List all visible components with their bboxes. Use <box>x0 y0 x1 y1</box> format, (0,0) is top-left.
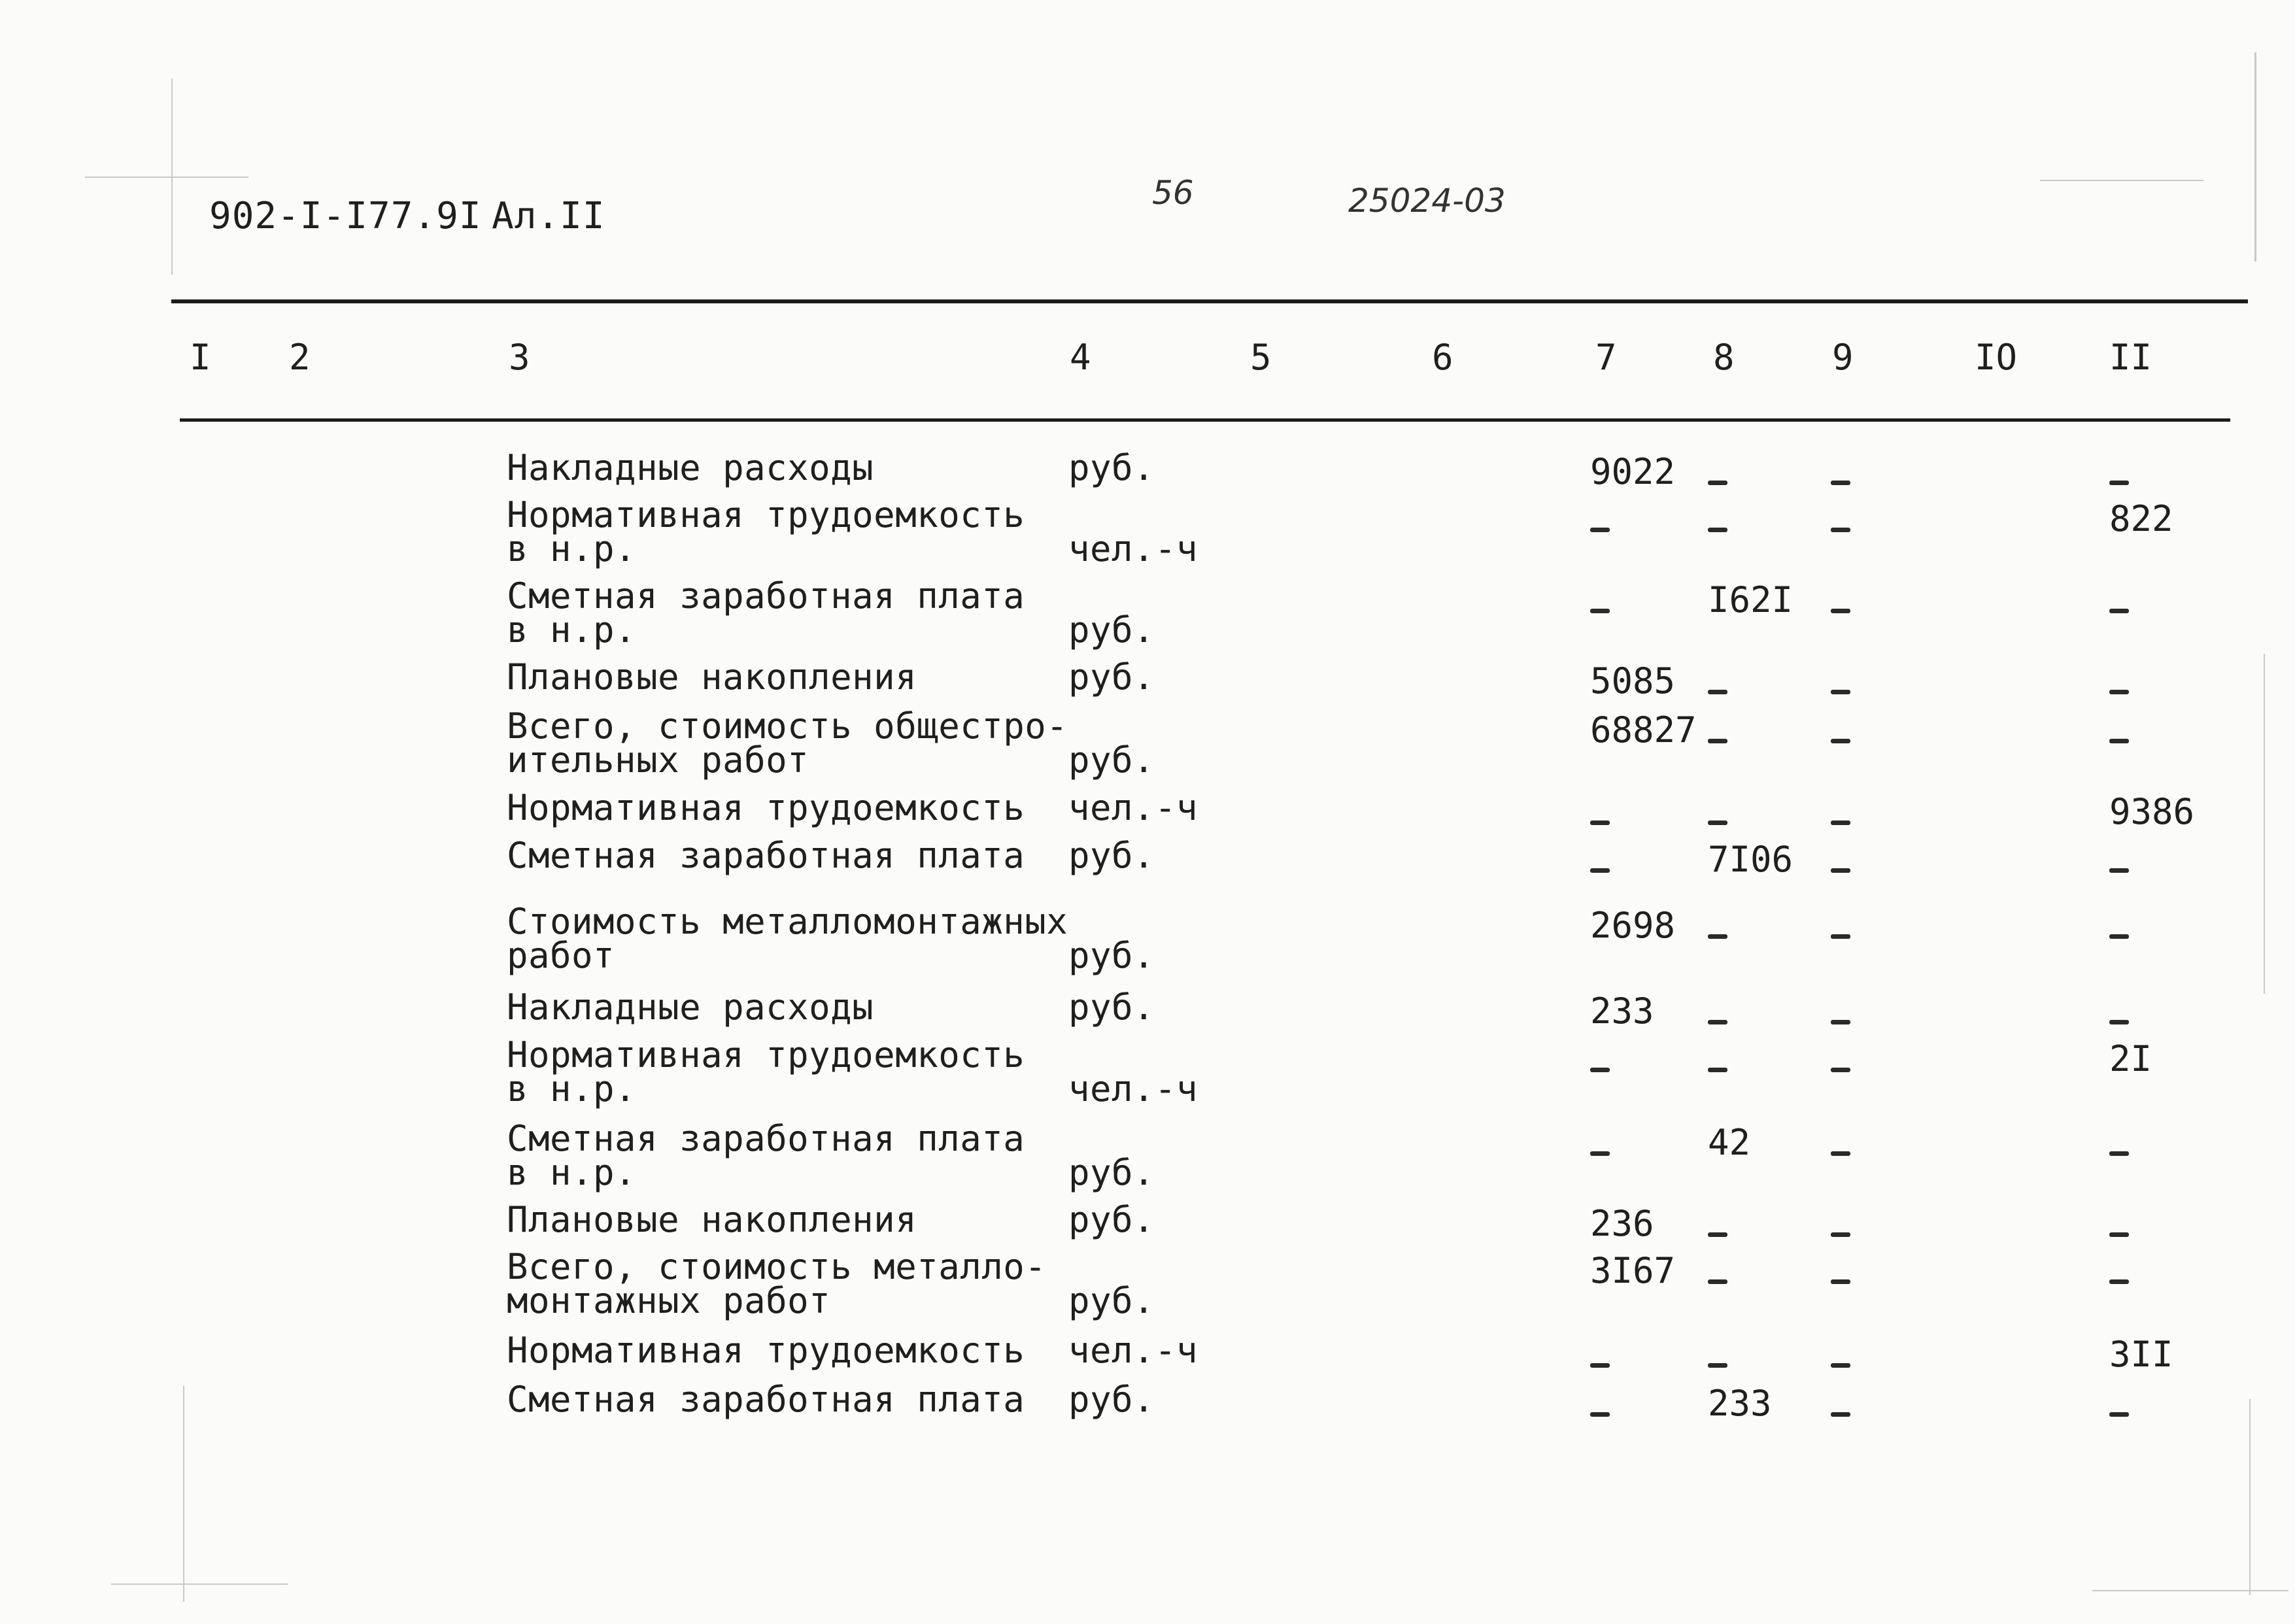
dash-glyph <box>2109 1020 2129 1024</box>
dash-glyph <box>2109 1279 2129 1284</box>
dash-glyph <box>1831 481 1850 485</box>
dash-glyph <box>1831 1020 1850 1024</box>
dash-glyph <box>2109 868 2129 873</box>
dash-glyph <box>2109 1232 2129 1237</box>
row-description: Всего, стоимость металло- <box>507 1246 1047 1287</box>
dash-mark <box>1708 709 1727 751</box>
dash-mark <box>1831 1122 1850 1163</box>
column-number-11: II <box>2109 337 2152 378</box>
dash-mark <box>2109 905 2129 946</box>
dash-glyph <box>1590 820 1610 825</box>
dash-mark <box>1831 660 1850 702</box>
dash-glyph <box>2109 690 2129 694</box>
row-unit: руб. <box>1068 447 1155 488</box>
dash-glyph <box>1708 1363 1727 1368</box>
column-number-1: I <box>190 337 211 378</box>
dash-glyph <box>1831 934 1850 939</box>
column-number-5: 5 <box>1250 337 1272 378</box>
crop-mark-right-v <box>2264 654 2265 994</box>
row-description-continued: монтажных работ <box>507 1280 831 1321</box>
dash-mark <box>1590 498 1610 539</box>
dash-mark <box>1708 1334 1727 1375</box>
dash-mark <box>2109 660 2129 702</box>
dash-glyph <box>1590 1363 1610 1368</box>
dash-mark <box>1831 709 1850 751</box>
dash-glyph <box>1831 1068 1850 1072</box>
dash-mark <box>1590 1334 1610 1375</box>
row-description-continued: ительных работ <box>507 739 809 781</box>
dash-mark <box>1831 839 1850 880</box>
row-description-continued: в н.р. <box>507 1152 637 1193</box>
dash-mark <box>1708 660 1727 702</box>
column-number-4: 4 <box>1070 337 1091 378</box>
cell-value-col-7: 68827 <box>1590 709 1697 751</box>
column-number-7: 7 <box>1595 337 1617 378</box>
dash-mark <box>1831 451 1850 492</box>
dash-glyph <box>1831 528 1850 532</box>
cell-value-col-11: 9386 <box>2109 791 2195 832</box>
row-description: Сметная заработная плата <box>507 1118 1025 1159</box>
dash-glyph <box>1590 609 1610 613</box>
dash-glyph <box>1590 528 1610 532</box>
crop-mark-top-right-h <box>2040 180 2203 181</box>
cell-value-col-8: 233 <box>1708 1383 1772 1424</box>
dash-mark <box>1831 1383 1850 1424</box>
dash-glyph <box>1831 1412 1850 1417</box>
dash-mark <box>1708 1250 1727 1291</box>
row-unit: руб. <box>1068 656 1155 698</box>
row-description: Нормативная трудоемкость <box>507 494 1025 535</box>
dash-glyph <box>1590 868 1610 873</box>
dash-glyph <box>2109 1151 2129 1156</box>
row-unit: руб. <box>1068 609 1155 651</box>
dash-mark <box>2109 709 2129 751</box>
dash-glyph <box>1831 1363 1850 1368</box>
row-unit: руб. <box>1068 1379 1155 1420</box>
row-unit: руб. <box>1068 935 1155 976</box>
row-unit: руб. <box>1068 1152 1155 1193</box>
row-description-continued: работ <box>507 935 615 976</box>
cell-value-col-11: 2I <box>2109 1038 2152 1079</box>
dash-glyph <box>1708 934 1727 939</box>
row-unit: чел.-ч <box>1068 528 1198 569</box>
dash-glyph <box>1708 528 1727 532</box>
cell-value-col-7: 236 <box>1590 1203 1654 1244</box>
row-unit: руб. <box>1068 739 1155 781</box>
dash-glyph <box>1708 481 1727 485</box>
row-unit: чел.-ч <box>1068 787 1198 828</box>
cell-value-col-8: 7I06 <box>1708 839 1794 880</box>
row-description: Нормативная трудоемкость <box>507 1330 1025 1371</box>
dash-mark <box>2109 839 2129 880</box>
row-unit: руб. <box>1068 835 1155 876</box>
dash-glyph <box>1831 609 1850 613</box>
dash-glyph <box>1831 1232 1850 1237</box>
row-description: Нормативная трудоемкость <box>507 787 1025 828</box>
dash-glyph <box>2109 1412 2129 1417</box>
cell-value-col-11: 822 <box>2109 498 2173 539</box>
dash-glyph <box>1590 1412 1610 1417</box>
dash-glyph <box>1708 690 1727 694</box>
row-description-continued: в н.р. <box>507 1068 637 1109</box>
dash-glyph <box>1831 820 1850 825</box>
crop-mark-bottom-left-v <box>183 1386 184 1602</box>
dash-mark <box>1831 1250 1850 1291</box>
dash-mark <box>2109 1203 2129 1244</box>
row-unit: руб. <box>1068 987 1155 1028</box>
dash-mark <box>1590 791 1610 832</box>
dash-glyph <box>1831 739 1850 743</box>
dash-glyph <box>1708 1232 1727 1237</box>
dash-glyph <box>2109 934 2129 939</box>
dash-mark <box>1708 990 1727 1032</box>
dash-glyph <box>1831 868 1850 873</box>
column-number-8: 8 <box>1713 337 1735 378</box>
dash-mark <box>2109 579 2129 620</box>
row-description: Накладные расходы <box>507 447 874 488</box>
row-description: Нормативная трудоемкость <box>507 1034 1025 1075</box>
dash-mark <box>1831 1038 1850 1079</box>
crop-mark-bottom-right-v <box>2249 1399 2251 1595</box>
dash-glyph <box>1831 690 1850 694</box>
dash-mark <box>2109 990 2129 1032</box>
column-number-6: 6 <box>1432 337 1454 378</box>
table-header-rule <box>180 418 2230 422</box>
dash-glyph <box>1831 1151 1850 1156</box>
cell-value-col-7: 2698 <box>1590 905 1676 946</box>
dash-mark <box>1590 1038 1610 1079</box>
crop-mark-bottom-left-h <box>111 1583 288 1585</box>
cell-value-col-7: 9022 <box>1590 451 1676 492</box>
dash-mark <box>1708 451 1727 492</box>
dash-mark <box>1831 791 1850 832</box>
row-description: Плановые накопления <box>507 1199 917 1240</box>
dash-mark <box>1708 1038 1727 1079</box>
row-unit: руб. <box>1068 1199 1155 1240</box>
cell-value-col-8: 42 <box>1708 1122 1751 1163</box>
row-description: Всего, стоимость общестро- <box>507 705 1068 747</box>
crop-mark-top-left-h <box>85 177 248 178</box>
column-number-9: 9 <box>1832 337 1854 378</box>
dash-mark <box>1831 905 1850 946</box>
dash-glyph <box>2109 739 2129 743</box>
dash-mark <box>2109 1122 2129 1163</box>
dash-mark <box>1831 1334 1850 1375</box>
dash-mark <box>1831 579 1850 620</box>
cell-value-col-11: 3II <box>2109 1334 2173 1375</box>
dash-mark <box>2109 1250 2129 1291</box>
dash-glyph <box>2109 609 2129 613</box>
dash-glyph <box>1831 1279 1850 1284</box>
album-number: Ал.II <box>492 195 605 237</box>
row-description: Накладные расходы <box>507 987 874 1028</box>
dash-mark <box>1831 990 1850 1032</box>
row-description-continued: в н.р. <box>507 609 637 651</box>
row-unit: руб. <box>1068 1280 1155 1321</box>
row-description: Сметная заработная плата <box>507 835 1025 876</box>
dash-glyph <box>1708 1068 1727 1072</box>
row-unit: чел.-ч <box>1068 1330 1198 1371</box>
row-description: Стоимость металломонтажных <box>507 901 1068 942</box>
column-number-2: 2 <box>289 337 311 378</box>
archive-number: 25024-03 <box>1348 182 1506 220</box>
dash-mark <box>1831 498 1850 539</box>
crop-mark-top-right-v <box>2254 52 2256 262</box>
page-number: 56 <box>1152 174 1194 212</box>
dash-mark <box>2109 451 2129 492</box>
dash-glyph <box>1708 1279 1727 1284</box>
dash-mark <box>1590 579 1610 620</box>
cell-value-col-7: 3I67 <box>1590 1250 1676 1291</box>
row-description-continued: в н.р. <box>507 528 637 569</box>
cell-value-col-7: 233 <box>1590 990 1654 1032</box>
dash-mark <box>1590 1122 1610 1163</box>
dash-mark <box>2109 1383 2129 1424</box>
row-description: Сметная заработная плата <box>507 575 1025 617</box>
column-number-3: 3 <box>509 337 530 378</box>
dash-glyph <box>1708 739 1727 743</box>
column-number-10: IO <box>1975 337 2018 378</box>
document-code: 902-I-I77.9I <box>209 195 482 237</box>
cell-value-col-7: 5085 <box>1590 660 1676 702</box>
table-top-rule <box>171 299 2248 303</box>
dash-glyph <box>1590 1151 1610 1156</box>
dash-glyph <box>2109 481 2129 485</box>
dash-mark <box>1590 1383 1610 1424</box>
dash-mark <box>1831 1203 1850 1244</box>
dash-mark <box>1590 839 1610 880</box>
cell-value-col-8: I62I <box>1708 579 1794 620</box>
row-description: Плановые накопления <box>507 656 917 698</box>
dash-mark <box>1708 498 1727 539</box>
row-unit: чел.-ч <box>1068 1068 1198 1109</box>
dash-glyph <box>1708 1020 1727 1024</box>
dash-glyph <box>1590 1068 1610 1072</box>
row-description: Сметная заработная плата <box>507 1379 1025 1420</box>
dash-glyph <box>1708 820 1727 825</box>
crop-mark-bottom-right-h <box>2092 1590 2288 1591</box>
dash-mark <box>1708 791 1727 832</box>
dash-mark <box>1708 905 1727 946</box>
dash-mark <box>1708 1203 1727 1244</box>
